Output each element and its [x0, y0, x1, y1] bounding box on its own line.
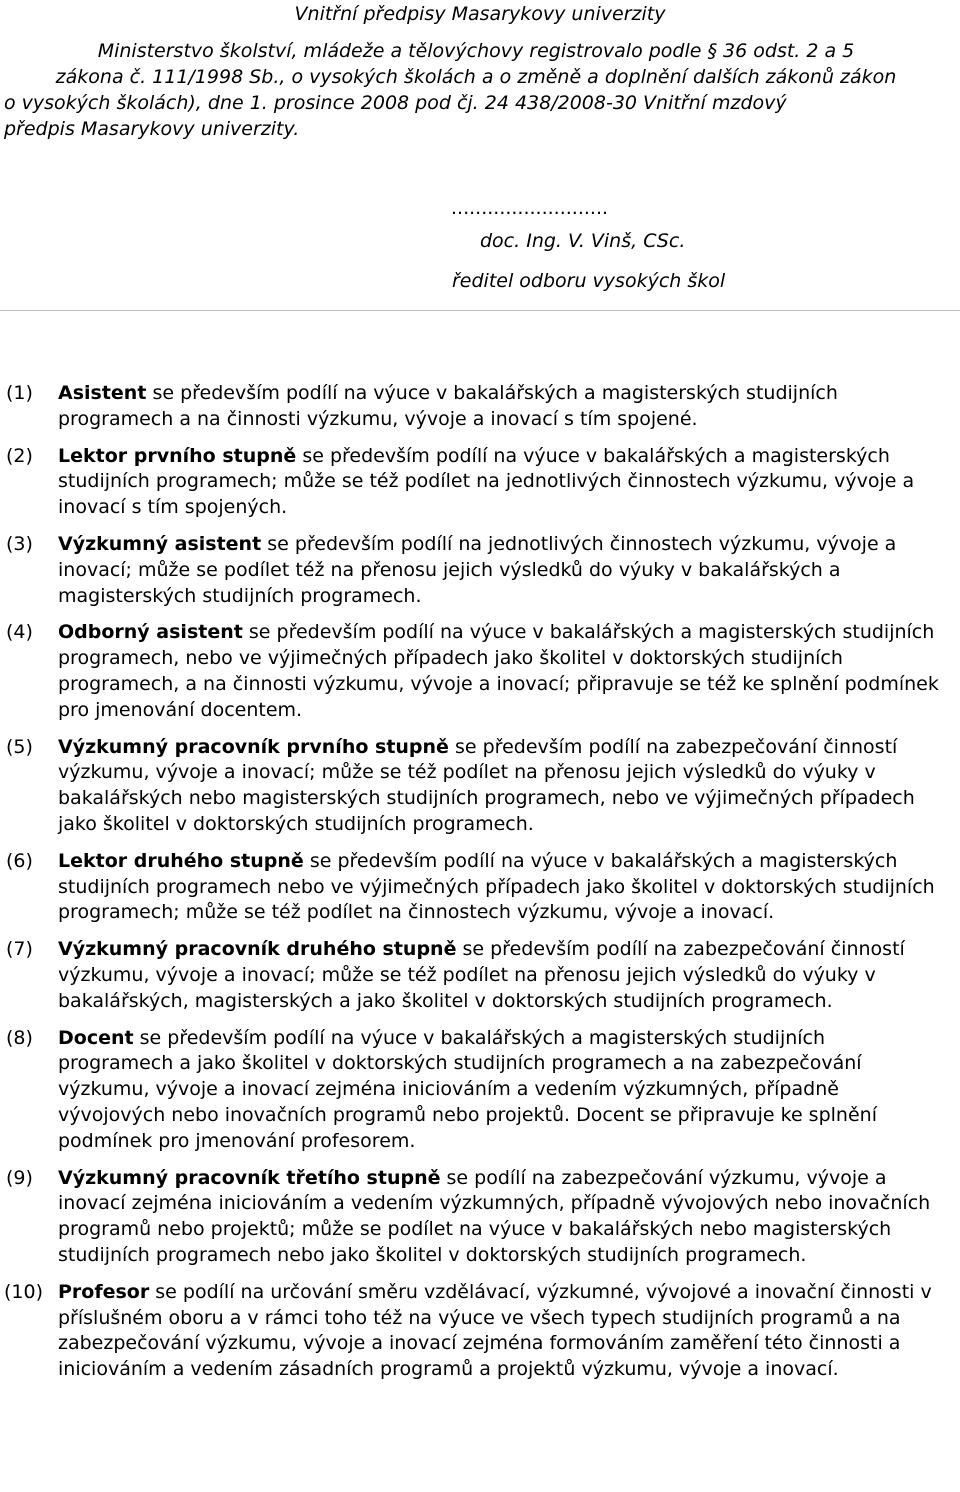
signer-role: ředitel odboru vysokých škol	[452, 270, 726, 292]
item-term: Odborný asistent	[58, 621, 243, 644]
item-number: (8)	[6, 1026, 33, 1049]
item-number: (4)	[6, 621, 33, 644]
item-term: Lektor prvního stupně	[58, 444, 297, 467]
item-term: Výzkumný pracovník prvního stupně	[58, 735, 449, 758]
registration-line: o vysokých školách), dne 1. prosince 2008 pod čj. 24 438/2008-30 Vnitřní mzdový	[4, 92, 787, 114]
list-item	[0, 1026, 960, 1155]
item-text: se především podílí na výuce v bakalářských a magisterských studijních programech a na činnosti výzkumu, vývoje a inovací s tím spojené.	[58, 382, 838, 430]
item-term: Profesor	[58, 1280, 150, 1303]
registration-statement	[4, 38, 948, 142]
item-text: se především podílí na výuce v bakalářských a magisterských studijních programech a jako školitel v doktorských studijních programech a na zabezpečování výzkumu, vývoje a inovací zejména iniciováním a vedením výzkumných, případně vývojových nebo inovačních programů nebo projektů. Docent se připravuje ke splnění podmínek pro jmenování profesorem.	[58, 1026, 877, 1152]
item-term: Výzkumný pracovník třetího stupně	[58, 1166, 441, 1189]
item-text: se především podílí na jednotlivých činnostech výzkumu, vývoje a inovací; může se podílet též na přenosu jejich výsledků do výuky v bakalářských a magisterských studijních programech.	[58, 532, 897, 607]
item-text: se především podílí na výuce v bakalářských a magisterských studijních programech, nebo ve výjimečných případech jako školitel v doktorských studijních programech, a na činnosti výzkumu, vývoje a inovací; připravuje se též ke splnění podmínek pro jmenování docentem.	[58, 621, 939, 721]
item-number: (10)	[4, 1280, 44, 1303]
item-number: (1)	[6, 382, 33, 404]
item-text: se především podílí na výuce v bakalářských a magisterských studijních programech; může se též podílet na jednotlivých činnostech výzkumu, vývoje a inovací s tím spojených.	[58, 444, 915, 519]
signer-name: doc. Ing. V. Vinš, CSc.	[480, 230, 686, 252]
item-term: Výzkumný asistent	[58, 532, 262, 555]
list-item	[0, 849, 960, 926]
item-term: Lektor druhého stupně	[58, 849, 304, 872]
list-item	[0, 735, 960, 838]
item-number: (9)	[6, 1166, 33, 1189]
list-item	[0, 381, 960, 433]
list-item	[0, 937, 960, 1014]
item-number: (6)	[6, 849, 33, 872]
item-term: Asistent	[58, 382, 147, 404]
item-number: (3)	[6, 532, 33, 555]
position-definitions-list	[0, 381, 960, 1394]
item-term: Docent	[58, 1026, 134, 1049]
item-number: (2)	[6, 444, 33, 467]
list-item	[0, 444, 960, 521]
item-text: se podílí na určování směru vzdělávací, výzkumné, vývojové a inovační činnosti v příslušném oboru a v rámci toho též na výuce ve všech typech studijních programů a na zabezpečování výzkumu, vývoje a inovací zejména formováním zaměření této činnosti a iniciováním a vedením zásadních programů a projektů výzkumu, vývoje a inovací.	[58, 1280, 932, 1381]
item-text: se především podílí na výuce v bakalářských a magisterských studijních programech nebo ve výjimečných případech jako školitel v doktorských studijních programech; může se též podílet na činnostech výzkumu, vývoje a inovací.	[58, 849, 935, 924]
signature-line: ..........................	[451, 197, 609, 219]
list-item	[0, 620, 960, 723]
registration-line: Ministerstvo školství, mládeže a tělovýchovy registrovalo podle § 36 odst. 2 a 5	[97, 40, 855, 62]
registration-line: zákona č. 111/1998 Sb., o vysokých školách a o změně a doplnění dalších zákonů zákon	[55, 66, 897, 88]
registration-line: předpis Masarykovy univerzity.	[4, 118, 300, 140]
list-item	[0, 1166, 960, 1269]
list-item	[0, 1280, 960, 1383]
item-text: se především podílí na zabezpečování činností výzkumu, vývoje a inovací; může se též podílet na přenosu jejich výsledků do výuky v bakalářských, magisterských a jako školitel v doktorských studijních programech.	[58, 938, 905, 1012]
item-text: se podílí na zabezpečování výzkumu, vývoje a inovací zejména iniciováním a vedením výzkumných, případně vývojových nebo inovačních programů nebo projektů; může se podílet na výuce v bakalářských nebo magisterských studijních programech nebo jako školitel v doktorských studijních programech.	[58, 1166, 931, 1266]
document-header-title: Vnitřní předpisy Masarykovy univerzity	[294, 3, 666, 25]
list-item	[0, 532, 960, 609]
item-term: Výzkumný pracovník druhého stupně	[58, 938, 457, 961]
item-text: se především podílí na zabezpečování činností výzkumu, vývoje a inovací; může se též podílet na přenosu jejich výsledků do výuky v bakalářských nebo magisterských studijních programech, nebo ve výjimečných případech jako školitel v doktorských studijních programech.	[58, 735, 915, 835]
item-number: (5)	[6, 735, 33, 758]
item-number: (7)	[6, 938, 33, 961]
section-divider	[0, 310, 960, 311]
